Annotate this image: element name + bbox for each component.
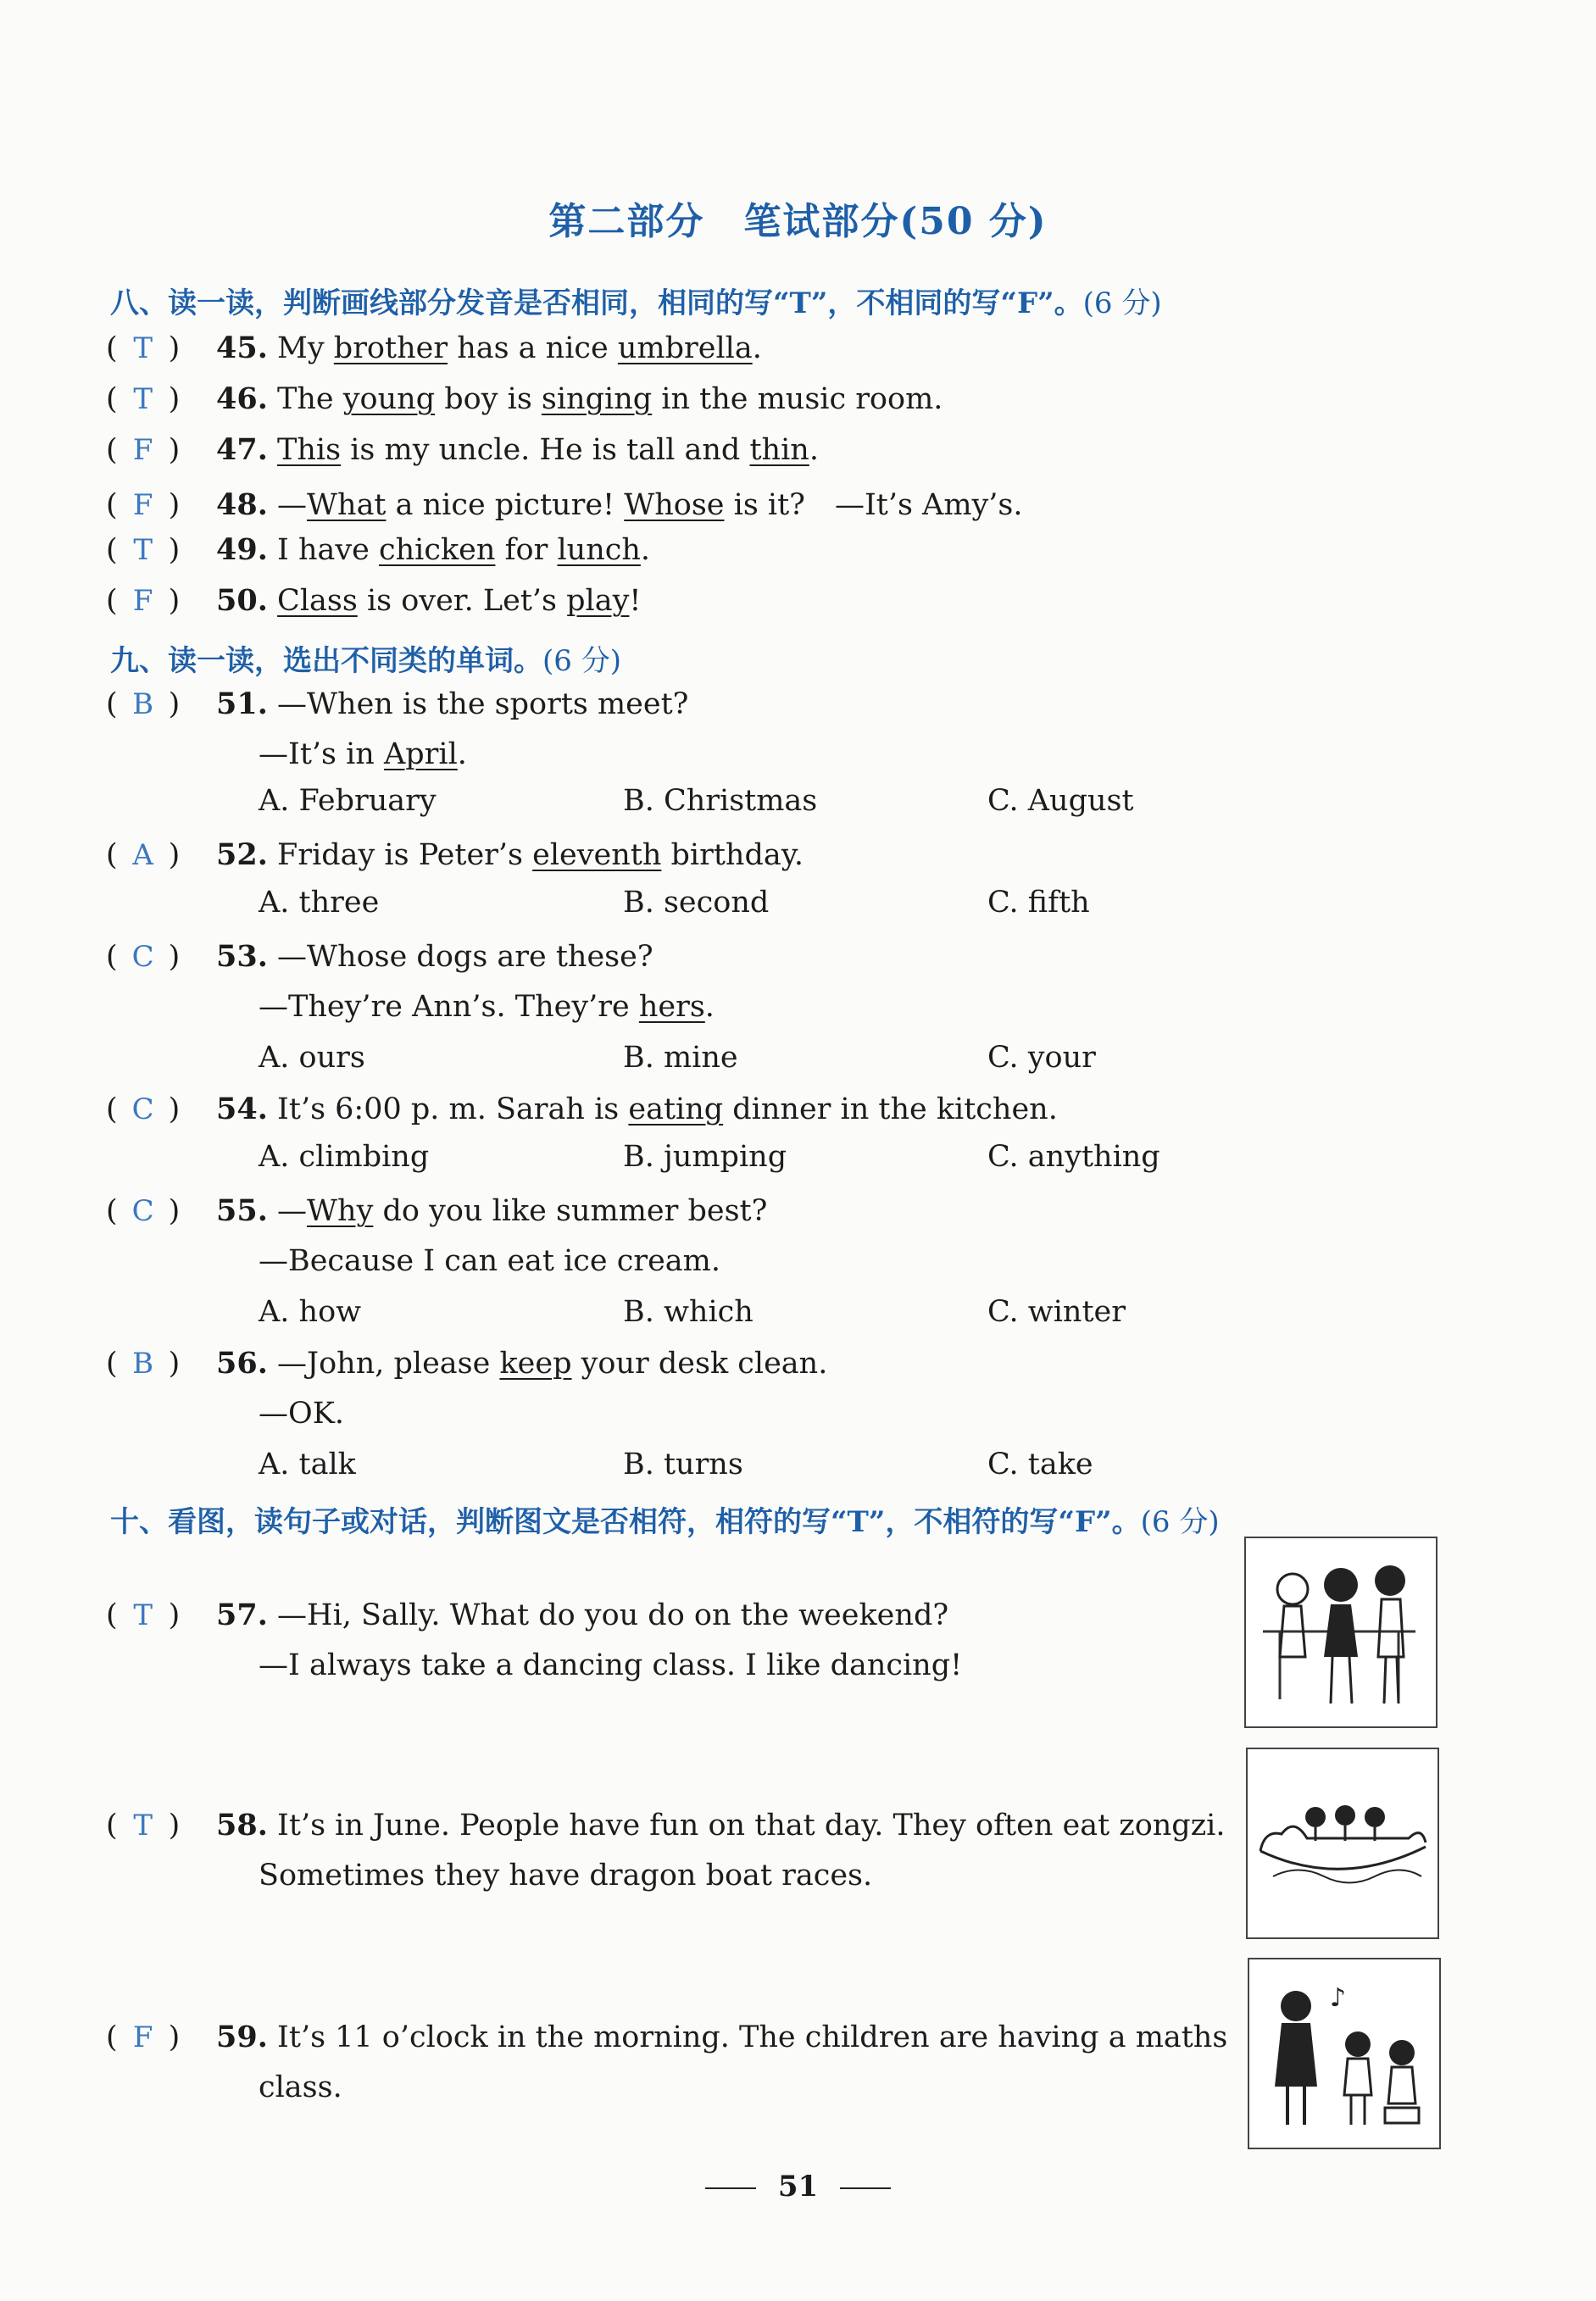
option-c: C. your [987, 1041, 1096, 1075]
answer-mark: T [133, 382, 153, 416]
question-number: 51. [216, 686, 268, 721]
question-second-line: —I always take a dancing class. I like dancing! [259, 1648, 963, 1682]
answer-paren: ( C ) [106, 940, 181, 974]
option-c: C. winter [987, 1295, 1126, 1329]
question-text: —Because I can eat ice cream. [259, 1244, 720, 1278]
answer-mark: F [132, 433, 153, 467]
answer-paren: ( T ) [106, 1809, 181, 1842]
underlined-word: April [383, 737, 458, 771]
question-text: do you like summer best? [373, 1194, 768, 1228]
question-text: It’s in June. People have fun on that day. They often eat zongzi. [277, 1809, 1226, 1842]
question-text: —It’s in [259, 737, 384, 771]
section-9-question [106, 1193, 767, 1228]
answer-paren: ( F ) [106, 584, 181, 618]
page-number [0, 2170, 1596, 2204]
section-8-points: (6 分) [1082, 286, 1162, 320]
option-a: A. talk [259, 1448, 356, 1481]
underlined-word: chicken [379, 533, 496, 567]
question-text: —When is the sports meet? [277, 687, 689, 721]
question-number: 56. [216, 1346, 268, 1381]
answer-paren: ( A ) [106, 838, 181, 872]
question-text: birthday. [661, 838, 804, 872]
option-c: C. anything [987, 1140, 1160, 1174]
question-text: . [752, 331, 762, 365]
question-text: for [495, 533, 558, 567]
underlined-word: singing [541, 382, 653, 416]
answer-paren: ( C ) [106, 1194, 181, 1228]
underlined-word: This [277, 433, 342, 467]
question-text: — [277, 1194, 308, 1228]
section-10-question [106, 1808, 1225, 1842]
option-c: C. fifth [987, 886, 1090, 920]
music-class-picture [1248, 1958, 1441, 2149]
page-title: 第二部分 笔试部分(50 分) [548, 200, 1048, 243]
question-text: —Whose dogs are these? [277, 940, 653, 974]
underlined-word: Why [307, 1194, 374, 1228]
answer-paren: ( T ) [106, 331, 181, 365]
dragon-boat-picture [1246, 1748, 1439, 1939]
option-c: C. take [987, 1448, 1093, 1481]
answer-mark: C [131, 940, 154, 974]
question-text: is my uncle. He is tall and [341, 433, 750, 467]
question-number: 46. [216, 381, 268, 416]
question-text: . [457, 737, 467, 771]
question-number: 53. [216, 939, 268, 974]
section-9-question [106, 837, 804, 872]
underlined-word: Whose [624, 488, 725, 522]
section-8-question [106, 432, 819, 467]
underlined-word: eleventh [532, 838, 662, 872]
question-text: dinner in the kitchen. [723, 1092, 1058, 1126]
section-8-heading-text: 八、读一读，判断画线部分发音是否相同，相同的写“T”，不相同的写“F”。 [110, 286, 1083, 320]
option-a: A. climbing [259, 1140, 430, 1174]
question-second-line: Sometimes they have dragon boat races. [259, 1859, 873, 1892]
question-second-line [259, 737, 467, 771]
section-9-heading [110, 637, 621, 679]
option-b: B. Christmas [623, 784, 818, 818]
answer-paren: ( B ) [106, 687, 181, 721]
answer-mark: T [133, 533, 153, 567]
answer-mark: B [132, 1347, 154, 1381]
option-a: A. three [259, 886, 380, 920]
question-second-line [259, 1397, 344, 1431]
option-a: A. February [259, 784, 437, 818]
question-text: ! [629, 584, 642, 618]
section-10-heading-text: 十、看图，读句子或对话，判断图文是否相符，相符的写“T”，不相符的写“F”。 [110, 1505, 1141, 1539]
section-9-question [106, 1092, 1058, 1126]
underlined-word: umbrella [617, 331, 753, 365]
underlined-word: Class [277, 584, 358, 618]
answer-mark: T [133, 331, 153, 365]
question-text: . [704, 990, 715, 1024]
section-10-question [106, 2020, 1227, 2054]
question-text: —They’re Ann’s. They’re [259, 990, 639, 1024]
question-number: 50. [216, 583, 268, 618]
answer-mark: A [132, 838, 153, 872]
section-10-question [106, 1598, 948, 1632]
answer-mark: T [133, 1598, 153, 1632]
question-text: is it? —It’s Amy’s. [724, 488, 1023, 522]
answer-mark: C [131, 1092, 154, 1126]
option-b: B. mine [623, 1041, 738, 1075]
question-second-line: class. [259, 2070, 342, 2104]
question-text: in the music room. [652, 382, 943, 416]
section-9-question [106, 939, 653, 974]
question-text: —John, please [277, 1347, 500, 1381]
question-number: 54. [216, 1092, 268, 1126]
answer-paren: ( C ) [106, 1092, 181, 1126]
section-8-question [106, 481, 1023, 524]
question-text: has a nice [448, 331, 618, 365]
section-9-question [106, 686, 688, 721]
option-c: C. August [987, 784, 1134, 818]
section-8-question [106, 583, 641, 618]
answer-paren: ( T ) [106, 1598, 181, 1632]
option-b: B. jumping [623, 1140, 787, 1174]
question-text: — [277, 488, 308, 522]
answer-paren: ( T ) [106, 382, 181, 416]
question-second-line [259, 990, 715, 1024]
section-8-question [106, 532, 650, 567]
answer-paren: ( F ) [106, 2020, 181, 2054]
option-a: A. ours [259, 1041, 365, 1075]
option-b: B. which [623, 1295, 754, 1329]
underlined-word: What [307, 488, 386, 522]
question-text: boy is [435, 382, 542, 416]
section-10-points: (6 分) [1140, 1505, 1220, 1539]
question-text: I have [277, 533, 380, 567]
answer-mark: C [131, 1194, 154, 1228]
section-10-heading [110, 1498, 1220, 1540]
question-text: The [277, 382, 343, 416]
dancing-class-picture [1244, 1537, 1438, 1728]
svg-text:♪: ♪ [1330, 1983, 1347, 2013]
question-text: a nice picture! [386, 488, 625, 522]
question-number: 47. [216, 432, 268, 467]
section-9-question [106, 1346, 827, 1381]
section-8-heading [110, 280, 1162, 321]
option-a: A. how [259, 1295, 362, 1329]
answer-paren: ( T ) [106, 533, 181, 567]
question-text: My [277, 331, 334, 365]
section-8-question [106, 331, 762, 365]
answer-paren: ( B ) [106, 1347, 181, 1381]
section-9-heading-text: 九、读一读，选出不同类的单词。 [110, 644, 542, 678]
question-number: 57. [216, 1598, 268, 1632]
underlined-word: play [566, 584, 630, 618]
question-text: It’s 11 o’clock in the morning. The children are having a maths [277, 2020, 1228, 2054]
question-text: . [640, 533, 651, 567]
question-number: 52. [216, 837, 268, 872]
question-number: 49. [216, 532, 268, 567]
underlined-word: brother [333, 331, 448, 365]
question-second-line [259, 1244, 720, 1278]
option-b: B. turns [623, 1448, 743, 1481]
answer-mark: F [132, 584, 153, 618]
underlined-word: thin [749, 433, 809, 467]
question-number: 45. [216, 331, 268, 365]
section-9-points: (6 分) [542, 644, 621, 678]
answer-paren: ( F ) [106, 488, 181, 522]
underlined-word: young [342, 382, 436, 416]
underlined-word: hers [638, 990, 705, 1024]
underlined-word: keep [499, 1347, 572, 1381]
answer-mark: F [132, 2020, 153, 2054]
section-8-question [106, 381, 943, 416]
underlined-word: lunch [557, 533, 641, 567]
option-b: B. second [623, 886, 770, 920]
question-text: is over. Let’s [357, 584, 567, 618]
question-number: 55. [216, 1193, 268, 1228]
answer-mark: T [133, 1809, 153, 1842]
question-number: 58. [216, 1808, 268, 1842]
question-text: —OK. [259, 1397, 344, 1431]
question-text: . [809, 433, 819, 467]
answer-mark: B [132, 687, 154, 721]
answer-mark: F [132, 488, 153, 522]
page-number-text: 51 [777, 2170, 819, 2204]
answer-paren: ( F ) [106, 433, 181, 467]
underlined-word: eating [628, 1092, 724, 1126]
question-text: your desk clean. [571, 1347, 828, 1381]
question-number: 59. [216, 2020, 268, 2054]
question-text: It’s 6:00 p. m. Sarah is [277, 1092, 629, 1126]
question-number: 48. [216, 487, 268, 522]
question-text: Friday is Peter’s [277, 838, 533, 872]
question-text: —Hi, Sally. What do you do on the weekend? [277, 1598, 949, 1632]
